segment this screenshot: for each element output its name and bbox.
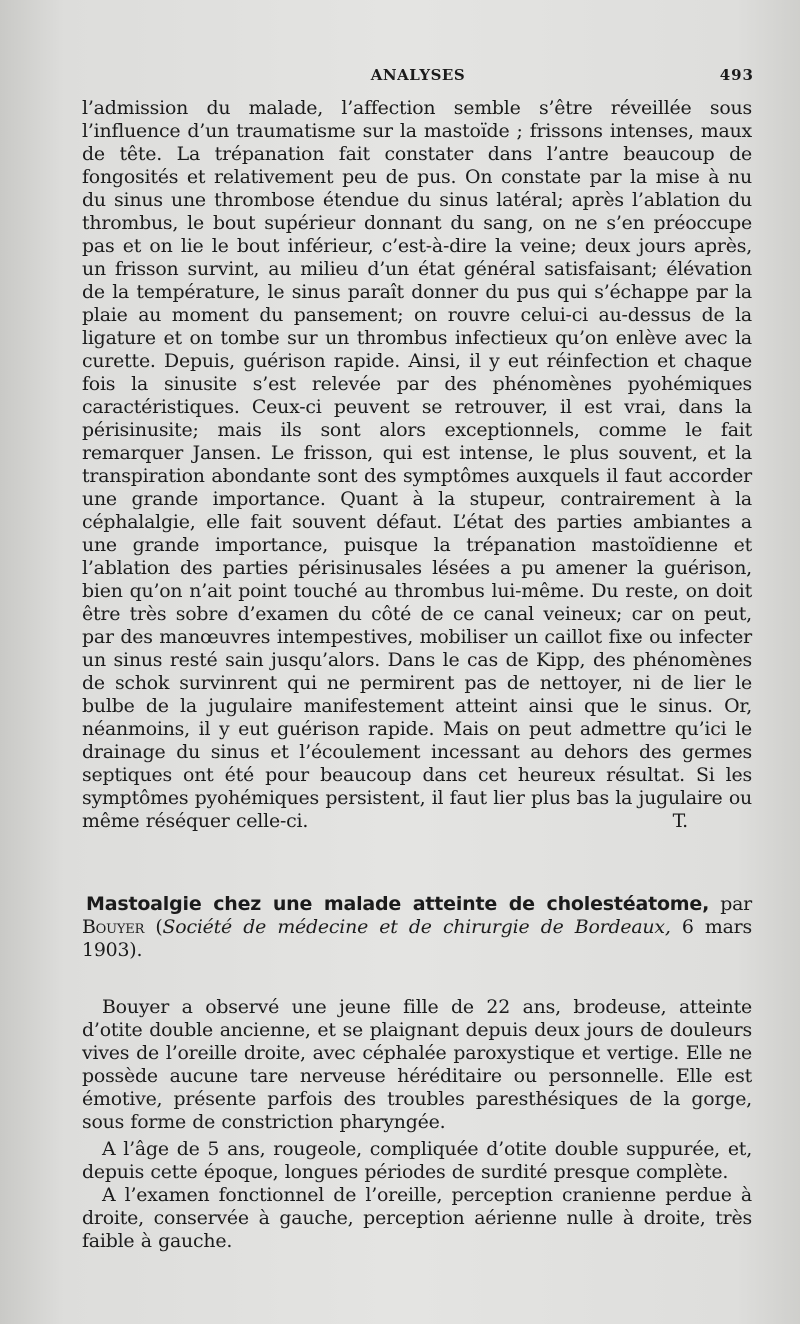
article-citation: Société de médecine et de chirurgie de Bordeaux, [162, 916, 671, 938]
article-paragraph: A l’âge de 5 ans, rougeole, compliquée d’otite double suppurée, et, depuis cette époque, longues périodes de surdité presque complète. [82, 1138, 752, 1183]
article-paragraph: Bouyer a observé une jeune fille de 22 ans, brodeuse, atteinte d’otite double ancienne, et se plaignant depuis deux jours de douleurs vives de l’oreille droite, avec céphalée paroxystique et vertige. Elle ne possède aucune tare nerveuse héréditaire ou personnelle. Elle est émotive, présente parfois des troubles paresthésiques de la gorge, sous forme de constriction pharyngée. [82, 996, 752, 1133]
article-date: 6 mars 1903). [82, 916, 752, 961]
running-title: ANALYSES [370, 66, 466, 84]
previous-article-continuation [82, 97, 752, 833]
previous-article-body: l’admission du malade, l’affection semble s’être réveillée sous l’influence d’un traumatisme sur la mastoïde ; frissons intenses, maux de tête. La trépanation fait constater dans l’antre beaucoup de fongosités et relativement peu de pus. On constate par la mise à nu du sinus une thrombose étendue du sinus latéral; après l’ablation du thrombus, le bout supérieur donnant du sang, on ne s’en préoccupe pas et on lie le bout inférieur, c’est-à-dire la veine; deux jours après, un frisson survint, au milieu d’un état général satisfaisant; élévation de la température, le sinus paraît donner du pus qui s’échappe par la plaie au moment du pansement; on rouvre celui-ci au-dessus de la ligature et on tombe sur un thrombus infectieux qu’on enlève avec la curette. Depuis, guérison rapide. Ainsi, il y eut réinfection et chaque fois la sinusite s’est relevée par des phénomènes pyohémiques caractéristiques. Ceux-ci peuvent se retrouver, il est vrai, dans la périsinusite; mais ils sont alors exceptionnels, comme le fait remarquer Jansen. Le frisson, qui est intense, le plus souvent, et la transpiration abondante sont des symptômes auxquels il faut accorder une grande importance. Quant à la stupeur, contrairement à la céphalalgie, elle fait souvent défaut. L’état des parties ambiantes a une grande importance, puisque la trépanation mastoïdienne et l’ablation des parties périsinusales lésées a pu amener la guérison, bien qu’on n’ait point touché au thrombus lui-même. Du reste, on doit être très sobre d’examen du côté de ce canal veineux; car on peut, par des manœuvres intempestives, mobiliser un caillot fixe ou infecter un sinus resté sain jusqu’alors. Dans le cas de Kipp, des phénomènes de schok survinrent qui ne permirent pas de nettoyer, ni de lier le bulbe de la jugulaire manifestement atteint ainsi que le sinus. Or, néanmoins, il y eut guérison rapide. Mais on peut admettre qu’ici le drainage du sinus et l’écoulement incessant au dehors des germes septiques ont été pour beaucoup dans cet heureux résultat. Si les symptômes pyohémiques persistent, il faut lier plus bas la jugulaire ou même réséquer celle-ci. [82, 97, 752, 832]
article-title: Mastoalgie chez une malade atteinte de cholestéatome, [86, 893, 710, 915]
spacer [82, 962, 752, 996]
article [82, 893, 752, 1253]
article-title-par: par [720, 893, 752, 915]
article-heading [82, 893, 752, 962]
previous-article-text [82, 97, 752, 833]
article-author: Bouyer [82, 916, 145, 938]
article-paragraph: A l’examen fonctionnel de l’oreille, perception cranienne perdue à droite, conservée à gauche, perception aérienne nulle à droite, très faible à gauche. [82, 1184, 752, 1252]
author-signature: T. [672, 810, 688, 832]
page-number: 493 [719, 66, 754, 84]
citation-open-paren: ( [155, 916, 163, 938]
running-header [82, 66, 754, 86]
